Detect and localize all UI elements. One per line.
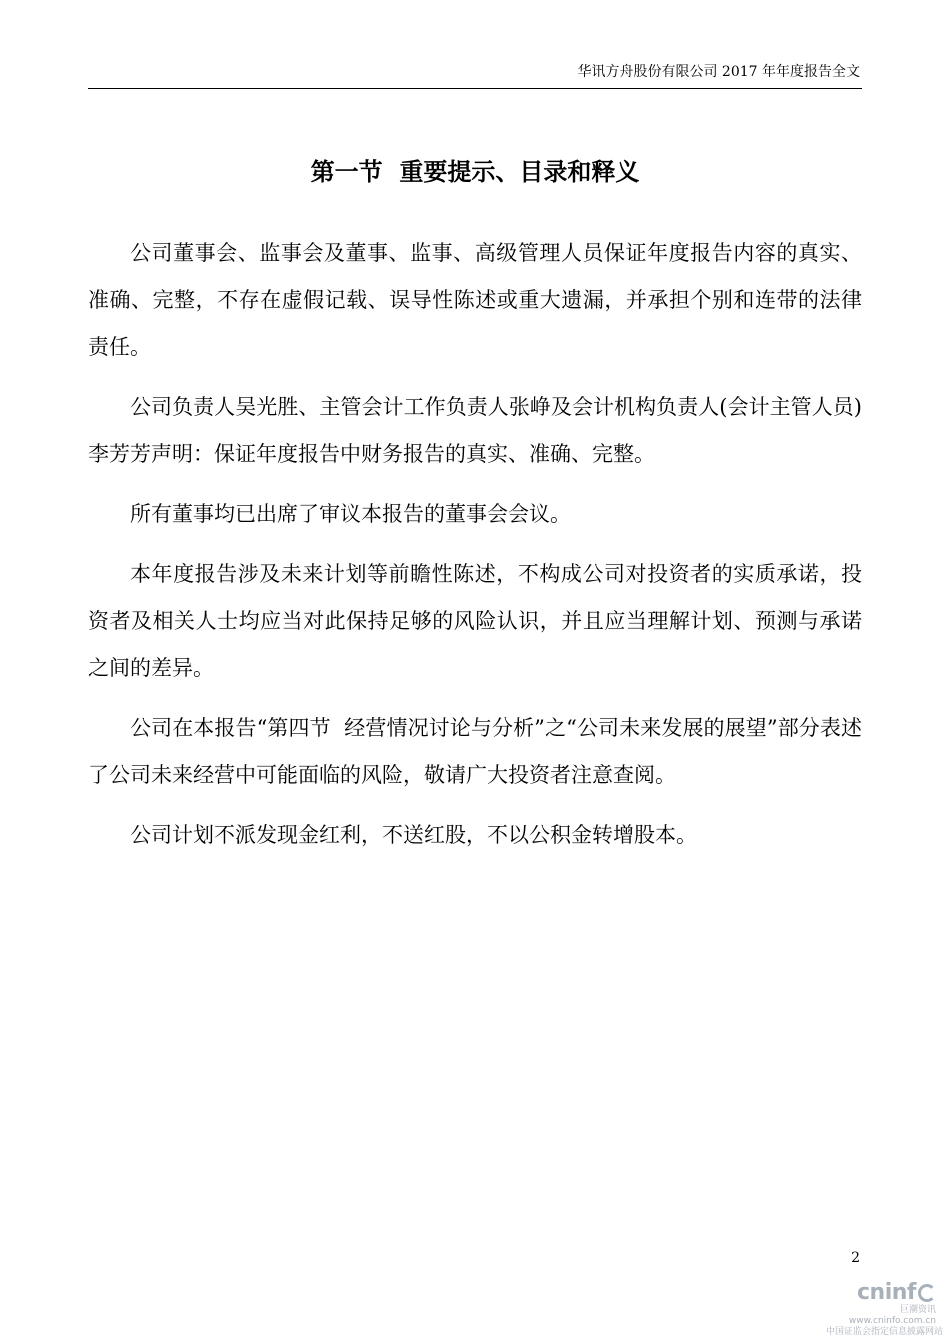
paragraph-forward-looking-disclaimer: 本年度报告涉及未来计划等前瞻性陈述，不构成公司对投资者的实质承诺，投资者及相关人士均应当对此保持足够的风险认识，并且应当理解计划、预测与承诺之间的差异。 bbox=[88, 562, 862, 680]
cninfo-tagline: 中国证监会指定信息披露网站 bbox=[826, 1327, 944, 1337]
header-divider bbox=[88, 88, 862, 89]
cninfo-url: www.cninfo.com.cn bbox=[848, 1316, 936, 1326]
cninfo-logo-text: cninf bbox=[857, 1280, 916, 1305]
paragraph-responsibility-statement: 公司董事会、监事会及董事、监事、高级管理人员保证年度报告内容的真实、准确、完整，不存在虚假记载、误导性陈述或重大遗漏，并承担个别和连带的法律责任。 bbox=[88, 241, 862, 359]
document-body bbox=[88, 230, 862, 872]
section-title: 第一节 重要提示、目录和释义 bbox=[310, 157, 640, 186]
paragraph-board-attendance: 所有董事均已出席了审议本报告的董事会会议。 bbox=[130, 502, 571, 526]
page-number: 2 bbox=[851, 1250, 860, 1266]
cninfo-swirl-icon bbox=[918, 1284, 936, 1302]
cninfo-watermark bbox=[826, 1280, 944, 1338]
cninfo-logo bbox=[826, 1281, 936, 1305]
cninfo-chinese-name: 巨潮资讯 bbox=[899, 1305, 936, 1315]
paragraph-risk-reference: 公司在本报告“第四节 经营情况讨论与分析”之“公司未来发展的展望”部分表述了公司未来经营中可能面临的风险，敬请广大投资者注意查阅。 bbox=[88, 716, 862, 787]
paragraph-financial-declaration: 公司负责人吴光胜、主管会计工作负责人张峥及会计机构负责人(会计主管人员)李芳芳声明：保证年度报告中财务报告的真实、准确、完整。 bbox=[88, 395, 862, 466]
paragraph-dividend-plan: 公司计划不派发现金红利，不送红股，不以公积金转增股本。 bbox=[130, 823, 697, 847]
report-header-title: 华讯方舟股份有限公司 2017 年年度报告全文 bbox=[577, 64, 860, 80]
